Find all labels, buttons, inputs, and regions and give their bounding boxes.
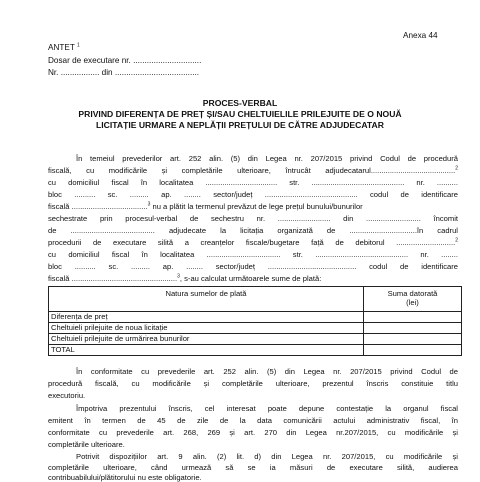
title-line-3: LICITAȚIE URMARE A NEPLĂȚII PREȚULUI DE CĂTRE ADJUDECATAR [96,120,384,130]
row-value [364,334,462,345]
body-line-8: procedurii de executare silită a creanțelor fiscale/bugetare față de debitorul ............................$^2$ [48,237,458,247]
col-header-natura: Natura sumelor de plată [49,287,364,312]
row-value [364,312,462,323]
sums-table [48,286,462,356]
footnote-mark: 3 [147,201,151,208]
footer-p1-line-3: executoriu. [48,391,86,400]
footer-p2-line-3: conformitate cu prevederile art. 268, 269 și art. 270 din Legea nr.207/2015, cu modificările și [48,428,458,437]
nr-line: Nr. ................. din ..................................... [48,68,200,77]
row-label: TOTAL [49,345,364,356]
footer-p2-line-4: completările ulterioare. [48,440,125,449]
body-line-3: cu domiciliul fiscal în localitatea .................................. str. ............................................ nr. .......... [48,178,458,187]
antet-line [48,43,80,53]
row-label: Cheltuieli prilejuite de urmărirea bunurilor [49,334,364,345]
footer-p3-line-3: contribuabilului/plătitorului nu este obligatorie. [48,473,202,482]
footer-p2-line-1: Împotriva prezentului înscris, cel interesat poate depune contestație la organul fiscal [76,404,458,413]
footer-p1-line-1: În conformitate cu prevederile art. 252 alin. (5) din Legea nr. 207/2015 privind Codul de [76,367,458,376]
body-line-2: fiscală, cu modificările și completările ulterioare, întrucât adjudecatarul........................................$^2$ [48,165,458,175]
footer-p3-line-2: completările ulterioare, când urmează să se ia măsuri de executare silită, audierea [48,463,458,472]
table-row [49,312,462,323]
body-line-5: fiscală ....................................$^3$ nu a plătit la termenul prevăzut de lege prețul bunului/bunurilor [48,201,363,211]
row-label: Diferența de preț [49,312,364,323]
row-label: Cheltuieli prilejuite de noua licitație [49,323,364,334]
annex-label: Anexa 44 [403,31,438,40]
title-line-2: PRIVIND DIFERENȚA DE PREȚ ȘI/SAU CHELTUIELILE PRILEJUITE DE O NOUĂ [78,109,402,119]
footnote-mark: 2 [455,237,458,244]
table-row-total [49,345,462,356]
body-line-10: bloc .......... sc. ......... ap. ........ sector/județ .......................................... codul de identificare [48,262,458,271]
body-line-6: sechestrate prin procesul-verbal de sechestru nr. ......................... din .......................... încomit [48,214,458,223]
footer-p3-line-1: Potrivit dispozițiilor art. 9 alin. (2) lit. d) din Legea nr. 207/2015, cu modificările și [76,452,458,461]
footer-p2-line-2: emitent în termen de 45 de zile de la data comunicării actului administrativ fiscal, în [48,416,458,425]
title-line-1: PROCES-VERBAL [202,98,278,108]
body-line-9: cu domiciliul fiscal în localitatea ................................... str. ............................................ nr. ........ [48,250,458,259]
table-row [49,323,462,334]
table-row [49,334,462,345]
antet-footnote: 1 [76,42,80,49]
row-value [364,345,462,356]
body-line-1: În temeiul prevederilor art. 252 alin. (5) din Legea nr. 207/2015 privind Codul de procedură [76,154,458,163]
footnote-mark: 2 [455,165,458,172]
table-header-row [49,287,462,312]
dosar-line: Dosar de executare nr. .............................. [48,56,202,65]
col-header-suma: Suma datorată (lei) [364,287,462,312]
footnote-mark: 3 [177,273,180,280]
footer-p1-line-2: procedură fiscală, cu modificările și completările ulterioare, prezentul înscris constituie titlu [48,379,458,388]
body-line-11: fiscală ..................................................$^3$, s-au calculat următoarele sume de plată: [48,273,322,283]
row-value [364,323,462,334]
body-line-4: bloc .......... sc. ......... ap. ........ sector/județ ............................................ codul de identificare [48,190,458,199]
body-line-7: de ........................................ adjudecate la licitația organizată de ................................în cadrul [48,226,458,235]
antet-label: ANTET [48,43,75,52]
